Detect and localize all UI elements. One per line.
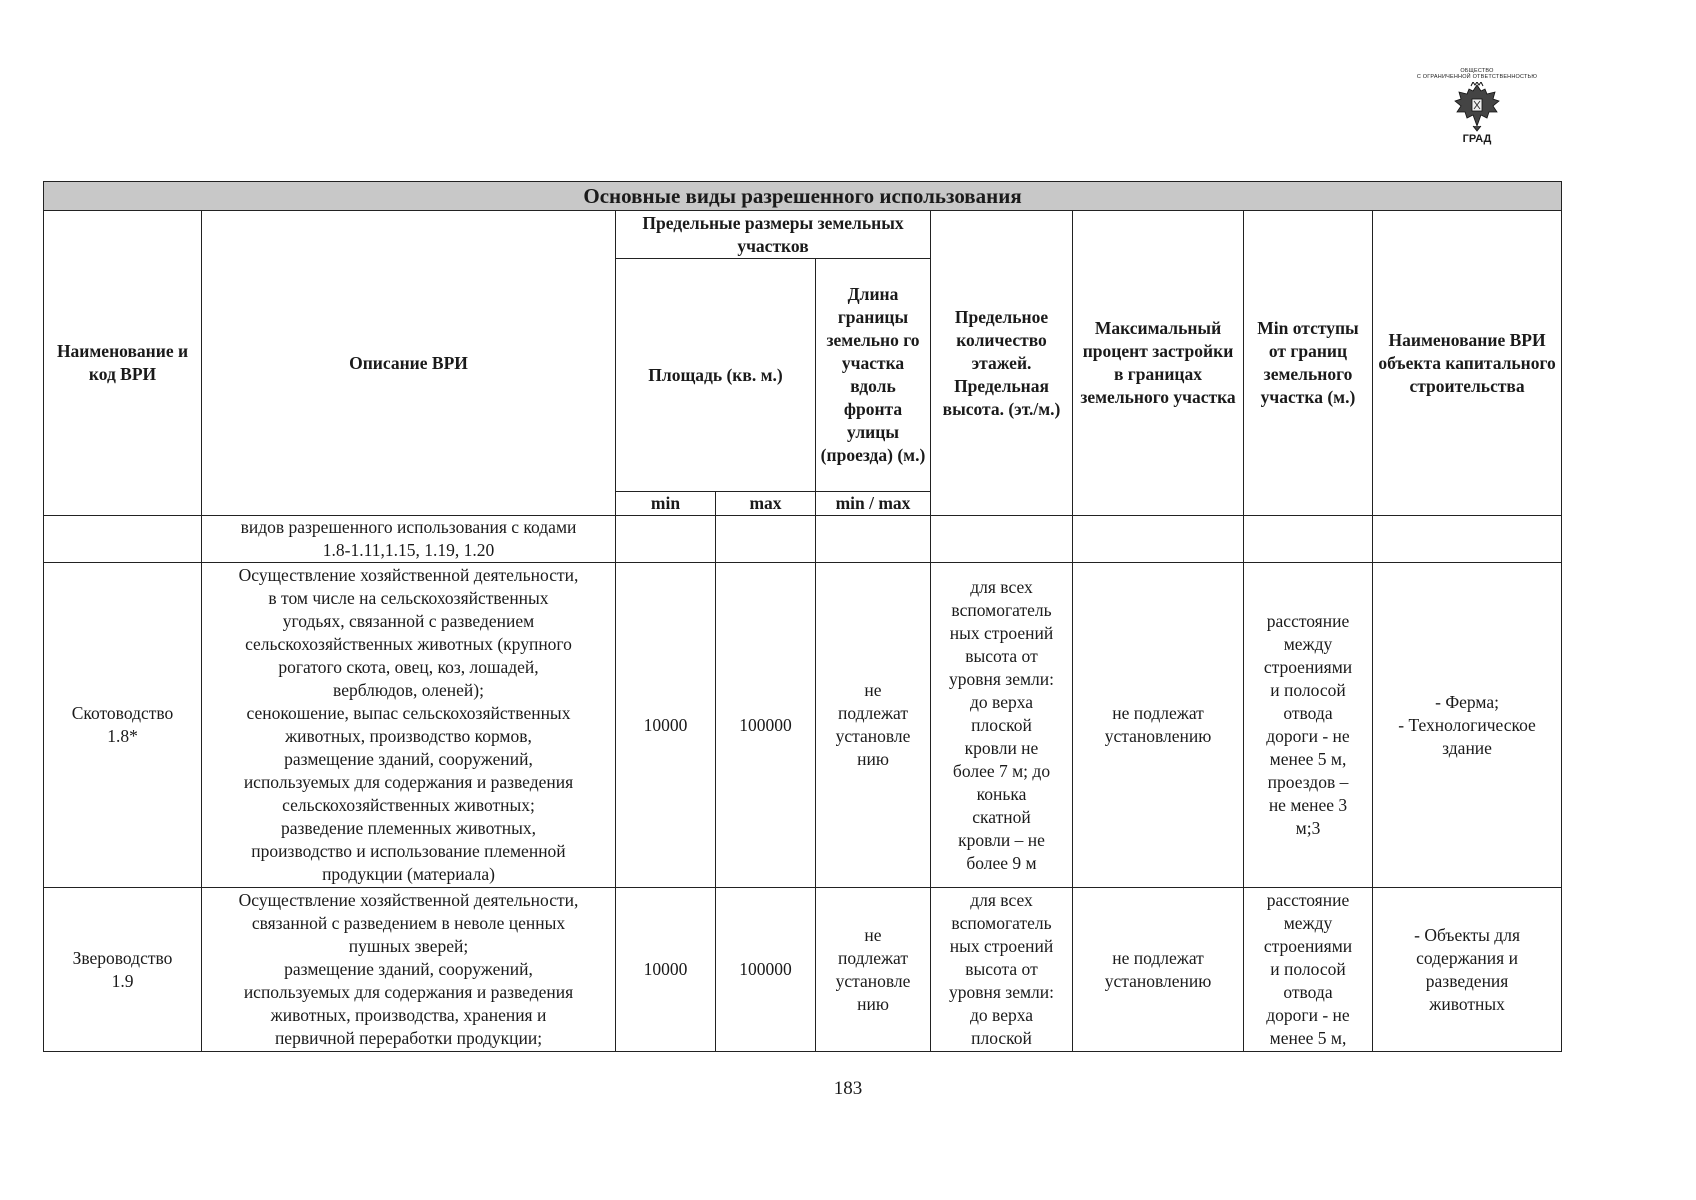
logo-org-line-2: С ОГРАНИЧЕННОЙ ОТВЕТСТВЕННОСТЬЮ <box>1416 74 1538 80</box>
cell-object <box>1373 516 1562 563</box>
cell-area-min <box>616 516 716 563</box>
header-min-max: min / max <box>816 492 931 516</box>
cell-area-max <box>716 516 816 563</box>
company-logo <box>1392 68 1562 154</box>
cell-length: не подлежат установле нию <box>816 888 931 1052</box>
table-banner-row <box>44 182 1562 211</box>
table-row <box>44 888 1562 1052</box>
cell-percent: не подлежат установлению <box>1073 888 1244 1052</box>
cell-setbacks <box>1244 516 1373 563</box>
cell-description: видов разрешенного использования с кодами 1.8-1.11,1.15, 1.19, 1.20 <box>202 516 616 563</box>
cell-setbacks: расстояние между строениями и полосой отвода дороги - не менее 5 м, проездов – не менее 3 м;3 <box>1244 563 1373 888</box>
header-boundary-length: Длина границы земельно го участка вдоль фронта улицы (проезда) (м.) <box>816 259 931 492</box>
header-row-1 <box>44 211 1562 259</box>
cell-description: Осуществление хозяйственной деятельности, связанной с разведением в неволе ценных пушных зверей; размещение зданий, сооружений, используемых для содержания и разведения животных, производства, хранения и первичной переработки продукции; <box>202 888 616 1052</box>
table-row <box>44 516 1562 563</box>
cell-area-min: 10000 <box>616 888 716 1052</box>
cell-floors <box>931 516 1073 563</box>
header-object-name: Наименование ВРИ объекта капитального строительства <box>1373 211 1562 516</box>
cell-name <box>44 516 202 563</box>
header-description: Описание ВРИ <box>202 211 616 516</box>
logo-name: ГРАД <box>1462 133 1492 145</box>
table-banner: Основные виды разрешенного использования <box>44 182 1562 211</box>
header-max-percent: Максимальный процент застройки в границах земельного участка <box>1073 211 1244 516</box>
cell-object: - Объекты для содержания и разведения животных <box>1373 888 1562 1052</box>
header-max: max <box>716 492 816 516</box>
table-row <box>44 563 1562 888</box>
permitted-use-table <box>43 181 1562 1052</box>
cell-percent: не подлежат установлению <box>1073 563 1244 888</box>
cell-area-max: 100000 <box>716 563 816 888</box>
header-name-code: Наименование и код ВРИ <box>44 211 202 516</box>
header-floors: Предельное количество этажей. Предельная высота. (эт./м.) <box>931 211 1073 516</box>
cell-object: - Ферма; - Технологическое здание <box>1373 563 1562 888</box>
cell-floors: для всех вспомогатель ных строений высота от уровня земли: до верха плоской <box>931 888 1073 1052</box>
cell-setbacks: расстояние между строениями и полосой отвода дороги - не менее 5 м, <box>1244 888 1373 1052</box>
header-area: Площадь (кв. м.) <box>616 259 816 492</box>
cell-floors: для всех вспомогатель ных строений высота от уровня земли: до верха плоской кровли не более 7 м; до конька скатной кровли – не более 9 м <box>931 563 1073 888</box>
header-limit-sizes: Предельные размеры земельных участков <box>616 211 931 259</box>
cell-length: не подлежат установле нию <box>816 563 931 888</box>
cell-area-max: 100000 <box>716 888 816 1052</box>
eagle-emblem-icon <box>1451 82 1503 132</box>
header-min-setbacks: Min отступы от границ земельного участка (м.) <box>1244 211 1373 516</box>
logo-org-line-1: ОБЩЕСТВО <box>1460 68 1494 74</box>
cell-percent <box>1073 516 1244 563</box>
cell-description: Осуществление хозяйственной деятельности, в том числе на сельскохозяйственных угодьях, связанной с разведением сельскохозяйственных животных (крупного рогатого скота, овец, коз, лошадей, верблюдов, оленей); сенокошение, выпас сельскохозяйственных животных, производство кормов, размещение зданий, сооружений, используемых для содержания и разведения сельскохозяйственных животных; разведение племенных животных, производство и использование племенной продукции (материала) <box>202 563 616 888</box>
cell-name: Звероводство 1.9 <box>44 888 202 1052</box>
cell-length <box>816 516 931 563</box>
cell-name: Скотоводство 1.8* <box>44 563 202 888</box>
cell-area-min: 10000 <box>616 563 716 888</box>
page-number: 183 <box>833 1078 863 1099</box>
header-min: min <box>616 492 716 516</box>
